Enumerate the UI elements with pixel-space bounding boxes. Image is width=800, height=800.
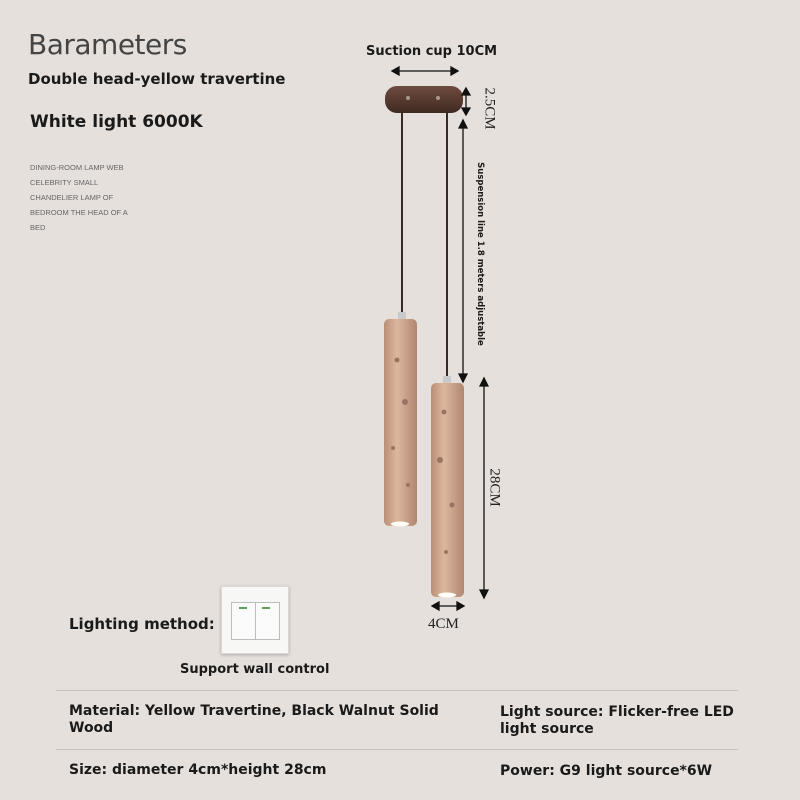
lighting-method-label: Lighting method: (69, 615, 215, 633)
suspension-line-label: Suspension line 1.8 meters adjustable (475, 162, 485, 346)
canopy-height-label: 2.5CM (481, 87, 498, 130)
power-spec: Power: G9 light source*6W (500, 763, 713, 779)
product-description: DINING-ROOM LAMP WEB CELEBRITY SMALL CHANDELIER LAMP OF BEDROOM THE HEAD OF A BED (30, 163, 128, 232)
size-spec: Size: diameter 4cm*height 28cm (69, 762, 327, 778)
wall-switch-icon (221, 586, 289, 654)
material-spec: Material: Yellow Travertine, Black Walnut Solid Wood (69, 703, 439, 736)
suction-cup-label: Suction cup 10CM (366, 44, 498, 59)
divider-bottom (56, 749, 738, 750)
lamp-diameter-label: 4CM (428, 616, 459, 632)
lamp-left (384, 312, 417, 527)
page-title: Barameters (28, 28, 187, 61)
lamp-height-label: 28CM (486, 468, 503, 507)
lamp-right (431, 376, 464, 598)
light-source-spec: Light source: Flicker-free LED light source (500, 704, 734, 737)
divider-top (56, 690, 738, 691)
light-color-label: White light 6000K (30, 112, 203, 132)
ceiling-canopy (385, 86, 463, 113)
wall-control-caption: Support wall control (180, 662, 330, 677)
product-subtitle: Double head-yellow travertine (28, 70, 286, 88)
canopy-height-wrapper (476, 86, 516, 130)
